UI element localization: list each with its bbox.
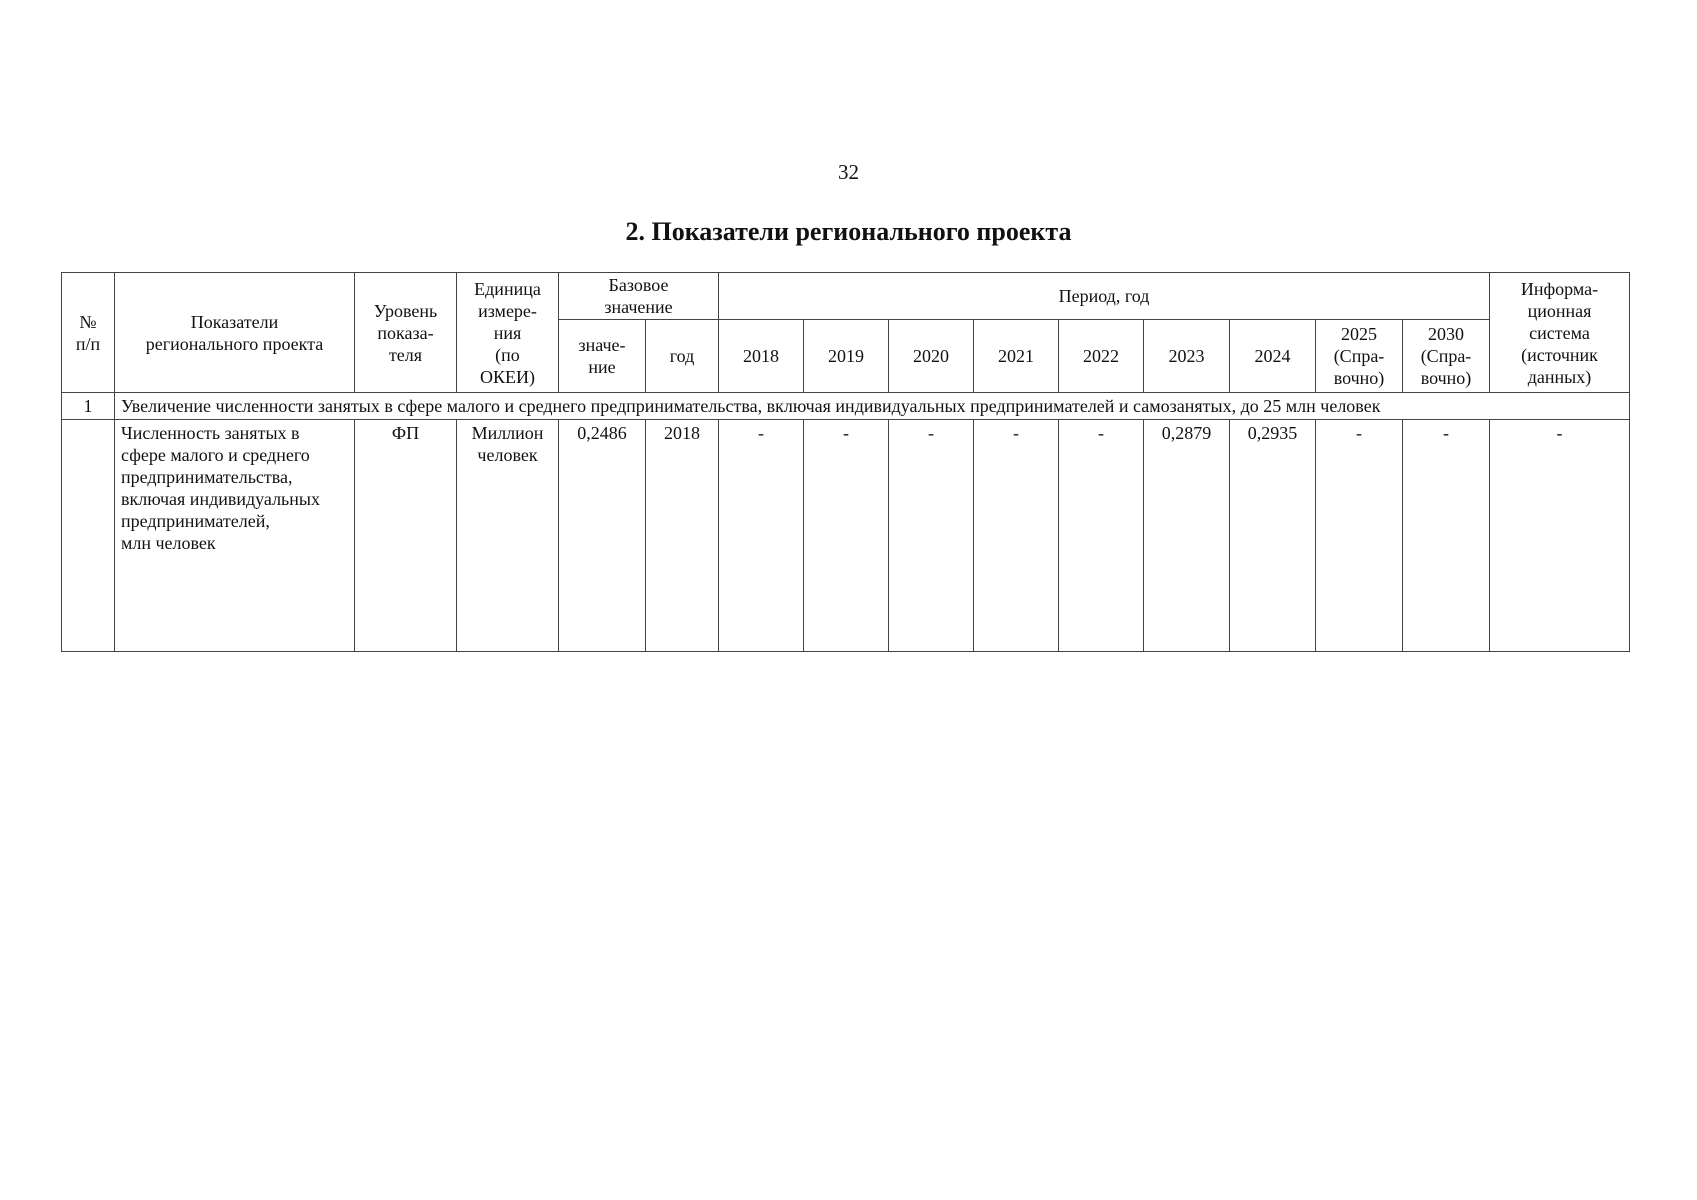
page-number: 32 [838,160,859,184]
value-2025: - [1316,420,1403,652]
header-num: № п/п [62,273,115,393]
header-year-2023: 2023 [1144,320,1230,393]
value-2020: - [889,420,974,652]
value-2024: 0,2935 [1230,420,1316,652]
goal-row [62,393,1630,420]
header-year-2024: 2024 [1230,320,1316,393]
header-info-system: Информа- ционная система (источник данных) [1490,273,1630,393]
value-2023: 0,2879 [1144,420,1230,652]
base-value: 0,2486 [559,420,646,652]
info-system-value: - [1490,420,1630,652]
header-year-2018: 2018 [719,320,804,393]
value-2021: - [974,420,1059,652]
header-base-year: год [646,320,719,393]
goal-num: 1 [62,393,115,420]
header-unit: Единица измере- ния (по ОКЕИ) [457,273,559,393]
header-year-2022: 2022 [1059,320,1144,393]
header-level: Уровень показа- теля [355,273,457,393]
section-title: 2. Показатели регионального проекта [625,217,1072,246]
header-base: Базовое значение [559,273,719,320]
header-period: Период, год [719,273,1490,320]
header-year-2030: 2030 (Спра- вочно) [1403,320,1490,393]
base-year: 2018 [646,420,719,652]
goal-text: Увеличение численности занятых в сфере малого и среднего предпринимательства, включая индивидуальных предпринимателей и самозанятых, до 25 млн человек [115,393,1630,420]
header-row-1 [62,273,1630,320]
value-2018: - [719,420,804,652]
header-indicators: Показатели регионального проекта [115,273,355,393]
indicator-name: Численность занятых в сфере малого и среднего предпринимательства, включая индивидуальных предпринимателей, млн человек [115,420,355,652]
data-num [62,420,115,652]
indicators-table [61,272,1630,652]
header-year-2020: 2020 [889,320,974,393]
header-year-2021: 2021 [974,320,1059,393]
header-base-value: значе- ние [559,320,646,393]
indicator-level: ФП [355,420,457,652]
header-year-2025: 2025 (Спра- вочно) [1316,320,1403,393]
value-2019: - [804,420,889,652]
value-2030: - [1403,420,1490,652]
indicator-unit: Миллион человек [457,420,559,652]
value-2022: - [1059,420,1144,652]
table-row [62,420,1630,652]
header-year-2019: 2019 [804,320,889,393]
